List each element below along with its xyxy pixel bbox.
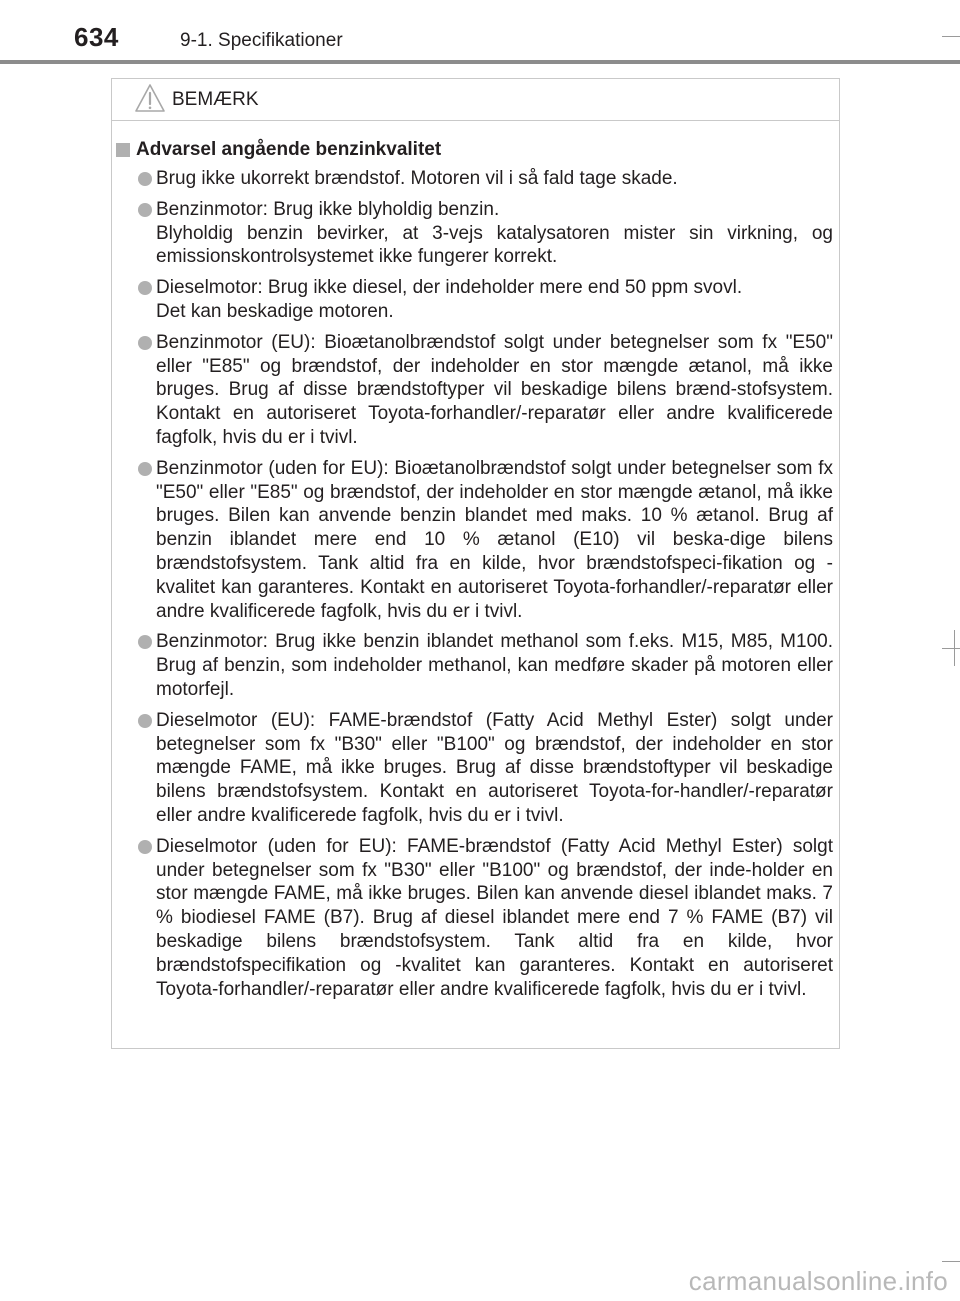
section-title: 9-1. Specifikationer xyxy=(180,30,343,51)
list-item xyxy=(112,167,839,191)
item-line: Dieselmotor (EU): FAME-brændstof (Fatty Acid Methyl Ester) solgt under betegnelser som fx "B30" eller "B100" og brændstof, der indeholder en stor mængde FAME, må ikke bruges. Brug af disse brændstoftyper vil beskadige bilens brændstofsystem. Kontakt en autoriseret Toyota-for-handler/-reparatør eller andre kvalificerede fagfolk, hvis du er i tvivl. xyxy=(156,709,833,826)
list-item xyxy=(112,331,839,450)
list-item xyxy=(112,198,839,269)
bullet-icon xyxy=(138,281,152,295)
bullet-icon xyxy=(138,714,152,728)
item-line: Dieselmotor: Brug ikke diesel, der indeholder mere end 50 ppm svovl. xyxy=(156,277,743,299)
note-body xyxy=(112,138,839,1008)
list-item xyxy=(112,630,839,701)
bullet-icon xyxy=(138,172,152,186)
list-item xyxy=(112,709,839,828)
item-text xyxy=(156,198,833,269)
item-text xyxy=(156,331,833,450)
item-text xyxy=(156,457,833,624)
note-heading xyxy=(112,138,839,163)
warning-triangle-icon xyxy=(134,83,166,113)
item-line: Benzinmotor: Brug ikke benzin iblandet methanol som f.eks. M15, M85, M100. Brug af benzin, som indeholder methanol, kan medføre skader på motoren eller motorfejl. xyxy=(156,631,833,700)
item-line: Dieselmotor (uden for EU): FAME-brændstof (Fatty Acid Methyl Ester) solgt under betegnelser som fx "B30" eller "B100" og brændstof, der inde-holder en stor mængde FAME, må ikke bruges. Bilen kan anvende diesel iblandet maks. 7 % biodiesel FAME (B7). Brug af diesel iblandet mere end 7 % FAME (B7) vil beskadige bilens brændstofsystem. Tank altid fra en kilde, hvor brændstofspecifikation og -kvalitet kan garanteres. Kontakt en autoriseret Toyota-forhandler/-reparatør eller andre kvalificerede fagfolk, hvis du er i tvivl. xyxy=(156,835,833,1000)
note-box xyxy=(111,78,840,1049)
item-line: Benzinmotor (EU): Bioætanolbrændstof solgt under betegnelser som fx "E50" eller "E85" og brændstof, der indeholder en stor mængde ætanol, må ikke bruges. Brug af disse brændstoftyper vil beskadige bilens brænd-stofsystem. Kontakt en autoriseret Toyota-forhandler/-reparatør eller andre kvalificerede fagfolk, hvis du er i tvivl. xyxy=(156,331,833,448)
bullet-icon xyxy=(138,840,152,854)
list-item xyxy=(112,457,839,624)
crop-mark xyxy=(942,648,960,649)
note-header xyxy=(112,79,839,121)
bullet-icon xyxy=(138,462,152,476)
item-line: Brug ikke ukorrekt brændstof. Motoren vil i så fald tage skade. xyxy=(156,168,678,189)
bullet-icon xyxy=(138,203,152,217)
note-label: BEMÆRK xyxy=(172,89,259,110)
crop-mark xyxy=(942,36,960,37)
list-item xyxy=(112,835,839,1002)
crop-mark xyxy=(954,630,955,666)
page-number: 634 xyxy=(74,22,119,52)
heading-text: Advarsel angående benzinkvalitet xyxy=(136,139,442,160)
item-text xyxy=(156,276,833,324)
crop-mark xyxy=(942,1261,960,1262)
item-line: Benzinmotor: Brug ikke blyholdig benzin. xyxy=(156,198,500,220)
item-text xyxy=(156,709,833,828)
item-line: Blyholdig benzin bevirker, at 3-vejs katalysatoren mister sin virkning, og emissionskontrolsystemet ikke fungerer korrekt. xyxy=(156,222,833,268)
bullet-icon xyxy=(138,336,152,350)
bullet-icon xyxy=(138,635,152,649)
item-line: Det kan beskadige motoren. xyxy=(156,300,394,322)
square-bullet-icon xyxy=(116,143,130,157)
watermark: carmanualsonline.info xyxy=(688,1266,948,1296)
list-item xyxy=(112,276,839,324)
header-rule xyxy=(0,60,960,64)
item-text xyxy=(156,835,833,1002)
item-text xyxy=(156,630,833,701)
item-line: Benzinmotor (uden for EU): Bioætanolbrændstof solgt under betegnelser som fx "E50" eller "E85" og brændstof, der indeholder en stor mængde ætanol, må ikke bruges. Bilen kan anvende benzin blandet med maks. 10 % ætanol. Brug af benzin iblandet mere end 10 % ætanol (E10) vil beska-dige bilens brændstofsystem. Tank altid fra en kilde, hvor brændstofspeci-fikation og -kvalitet kan garanteres. Kontakt en autoriseret Toyota-forhandler/-reparatør eller andre kvalificerede fagfolk, hvis du er i tvivl. xyxy=(156,457,833,622)
item-text xyxy=(156,167,833,191)
